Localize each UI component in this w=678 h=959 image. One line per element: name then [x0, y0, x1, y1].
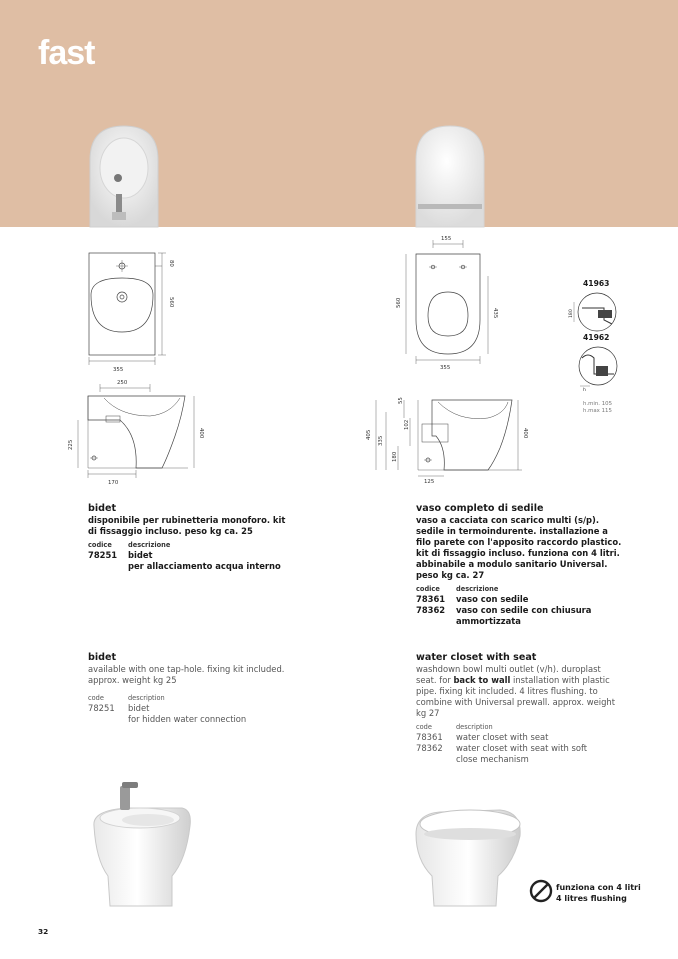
dim-335: 335	[378, 435, 384, 446]
wc-it-title: vaso completo di sedile	[416, 503, 544, 514]
bidet-en-codes	[88, 694, 288, 725]
bidet-top-view-drawing	[60, 240, 195, 373]
bidet-en-desc-header: description	[128, 694, 165, 702]
wc-it-desc-part1: vaso a cacciata con scarico multi (s/p). sedile in termoindurente. installazione a	[416, 515, 608, 536]
wc-it-code-2: 78362	[416, 605, 446, 615]
wc-en-title: water closet with seat	[416, 652, 537, 663]
wc-it-code-1: 78361	[416, 594, 446, 604]
dim-405: 405	[366, 429, 372, 440]
wc-it-desc	[416, 515, 622, 581]
bidet-it-codes	[88, 541, 288, 572]
bidet-en-desc: available with one tap-hole. fixing kit included. approx. weight kg 25	[88, 664, 285, 685]
wc-en-code-desc-2: water closet with seat with soft close mechanism	[456, 743, 588, 764]
bidet-en-code: 78251	[88, 703, 115, 713]
wc-en-desc-part2: installation with plastic pipe. fixing kit included. 4 litres flushing. to combine with Universal prewall. approx. weight kg 27	[416, 675, 615, 718]
wc-english-block	[416, 652, 622, 765]
dim-355: 355	[113, 367, 124, 373]
wc-en-code-2: 78362	[416, 743, 443, 753]
wc-en-code-1: 78361	[416, 732, 443, 742]
wc-en-desc	[416, 664, 622, 719]
wc-en-codes	[416, 723, 622, 765]
bidet-english-block	[88, 652, 288, 725]
bidet-it-code-desc: bidet per allacciamento acqua interno	[128, 550, 281, 571]
bidet-it-desc-header: descrizione	[128, 541, 171, 549]
page-number: 32	[38, 927, 49, 936]
seat-hmax: h.max 115	[583, 408, 612, 414]
bidet-it-code: 78251	[88, 550, 118, 560]
wc-side-view-drawing	[358, 388, 528, 486]
wc-it-code-header: codice	[416, 585, 440, 593]
wc-en-desc-header: description	[456, 723, 493, 731]
wc-en-code-header: code	[416, 723, 432, 731]
header-banner	[0, 0, 678, 227]
wc-en-code-desc-1: water closet with seat	[456, 732, 549, 742]
dim-155: 155	[441, 236, 452, 242]
dim-435: 435	[492, 308, 498, 319]
seat-41962-detail	[570, 344, 628, 392]
bidet-it-desc: disponibile per rubinetteria monoforo. kit di fissaggio incluso. peso kg ca. 25	[88, 515, 286, 536]
bidet-it-code-header: codice	[88, 541, 112, 549]
bidet-top-photo	[84, 120, 164, 227]
wc-top-photo	[410, 120, 490, 227]
dim-250: 250	[117, 380, 128, 386]
seat-dim-180: 180	[569, 309, 574, 318]
dim-400: 400	[198, 428, 204, 439]
dim-80: 80	[168, 260, 174, 267]
wc-it-desc-part2: con l'apposito raccordo plastico. kit di fissaggio incluso. funziona con 4 litri. abbinabile a modulo sanitario Universal. peso kg ca. 27	[416, 537, 622, 580]
wc-it-code-desc-1: vaso con sedile	[456, 594, 529, 604]
dim-560-wc: 560	[396, 297, 402, 308]
bidet-product-photo	[88, 780, 198, 910]
flush-badge-line1: funziona con 4 litri	[556, 883, 641, 892]
water-saving-icon	[530, 880, 552, 902]
wc-it-desc-header: descrizione	[456, 585, 499, 593]
seat-h-label: h	[583, 388, 586, 393]
dim-102: 102	[404, 419, 410, 430]
bidet-en-code-header: code	[88, 694, 104, 702]
seat-hmin: h.min. 105	[583, 401, 613, 407]
dim-400-wc: 400	[522, 428, 528, 439]
flush-badge-text	[556, 882, 641, 904]
seat-41963-detail	[570, 290, 624, 334]
dim-170: 170	[108, 480, 119, 486]
seat-code-41963: 41963	[583, 279, 610, 288]
dim-225: 225	[68, 439, 74, 450]
wc-it-codes	[416, 585, 622, 627]
wc-italian-block	[416, 503, 622, 627]
dim-55: 55	[398, 397, 404, 404]
dim-355-wc: 355	[440, 365, 451, 371]
wc-en-desc-part1: washdown bowl multi outlet (v/h). duroplast seat. for	[416, 664, 601, 685]
wc-it-code-desc-2: vaso con sedile con chiusura ammortizzata	[456, 605, 592, 626]
flush-badge-line2: 4 litres flushing	[556, 894, 627, 903]
bidet-italian-block	[88, 503, 288, 572]
wc-it-desc-bold: filo parete	[416, 537, 465, 547]
bidet-side-view-drawing	[60, 376, 210, 484]
wc-en-desc-bold: back to wall	[453, 675, 511, 685]
dim-125: 125	[424, 479, 435, 485]
dim-560: 560	[168, 297, 174, 308]
bidet-en-title: bidet	[88, 652, 117, 663]
bidet-en-code-desc: bidet for hidden water connection	[128, 703, 247, 724]
bidet-it-title: bidet	[88, 503, 117, 514]
wc-top-view-drawing	[388, 232, 508, 372]
brand-logo: fast	[38, 34, 95, 72]
seat-code-41962: 41962	[583, 333, 610, 342]
wc-product-photo	[410, 800, 530, 910]
dim-180-wc: 180	[392, 451, 398, 462]
